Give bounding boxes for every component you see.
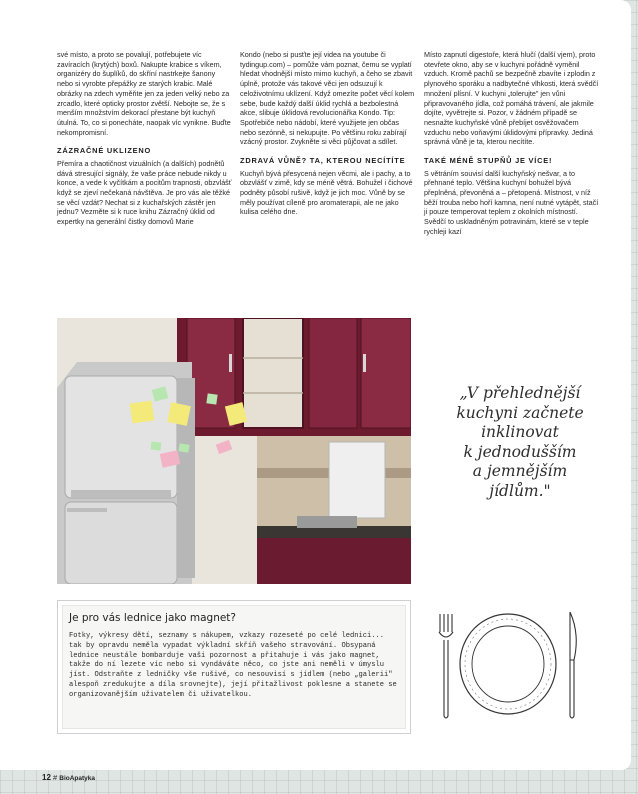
fridge-photo (57, 318, 411, 584)
heading-zdrava-vune: ZDRAVÁ VŮNĚ? TA, KTEROU NECÍTÍTE (240, 156, 406, 166)
column2-paragraph-2: Kuchyň bývá přesycená nejen věcmi, ale i pachy, a to obzvlášť v zimě, kdy se méně větrá. Bohužel i čichové podněty působí rušivě, když je jich moc. Vůně by se měly používat cíleně pro aromaterapii, ale ne jako kulisa celého dne. (240, 168, 413, 217)
column1-paragraph-2: Přemíra a chaotičnost vizuálních (a dalších) podnětů dává stresující signály, že vaše práce nebude nikdy u konce, a vede k vyčítkám a pocitům trapnosti, obzvlášť když se zjeví nečekaná návštěva. Je pro vás ale těžké se věcí vzdát? Nechat si z kuchařských zástěr jen jednu? Vezměte si k ruce knihu Zázračný úklid od expertky na generální čistky domovů Marie (57, 158, 232, 227)
sidebar-box-inner (62, 605, 406, 729)
text-column-2 (240, 50, 416, 217)
quote-line-1: „V přehlednější (459, 384, 581, 402)
footer-brand: BioApatyka (59, 775, 96, 782)
column3-paragraph-1: Místo zapnutí digestoře, která hlučí (další vjem), proto otevřete okno, aby se v kuchyni pořádně vyměnil vzduch. Kromě pachů se bezpečně zbavíte i zplodin z plynového sporáku a nadbytečné vlhkosti, která svědčí množení plísní. V kuchyni „tolerujte" jen vůni připravovaného jídla, což pomáhá trávení, ale jakmile dojíte, vyvětrejte si. Pozor, v žádném případě se nesnažte kuchyňské vůně přebíjet osvěžovačem vzduchu nebo voňavými úklidovými přípravky. Jediná správná vůně je ta, kterou necítíte. (424, 50, 599, 147)
text-column-3 (424, 50, 600, 236)
plate-illustration (436, 604, 586, 724)
quote-line-4: k jednodušším (463, 442, 577, 461)
column2-paragraph-1: Kondo (nebo si pusťte její videa na youtube či tydingup.com) – pomůže vám poznat, čemu se vyplatí hledat vhodnější místo mimo kuchyň, a čeho se zbavit úplně, protože vás takové věci jen odsuzují k celoživotnímu uklízení. Když omezíte počet věcí kolem sebe, bude každý další úklid rychlá a bezbolestná akce, slibuje úklidová revolucionářka Kondo. Tip: Spotřebiče nebo nádobí, které využijete jen občas nebo sezónně, si nekupujte. Po většinu roku zabírají vzácný prostor. Zvykněte si věci půjčovat a sdílet. (240, 50, 415, 147)
heading-take-mene-stupnu: TAKÉ MÉNĚ STUPŇŮ JE VÍCE! (424, 156, 553, 166)
page-footer (42, 773, 95, 782)
sidebar-box-title: Je pro vás lednice jako magnet? (69, 612, 237, 624)
quote-line-2: kuchyni začnete (456, 403, 584, 422)
quote-line-6: jídlům." (489, 481, 551, 500)
plate-cutlery-icon (436, 604, 586, 724)
sidebar-box-body: Fotky, výkresy dětí, seznamy s nákupem, vzkazy rozeseté po celé lednici... tak by opravdu neměla vypadat výkladní skříň vašeho stravování. Obsypaná lednice neustále bombarduje vaši pozornost a přitahuje i vás jako magnet, takže do ní lezete víc nebo si vyndáváte něco, co jste ani neměli v úmyslu jíst. Odstraňte z ledničky vše rušivé, co nesouvisí s jídlem (nebo „galerii" alespoň zredukujte a díla srovnejte), její přitažlivost poklesne a stanete se organizovanějším uživatelem či uživatelkou. (69, 632, 397, 699)
page-number: 12 (42, 773, 51, 782)
quote-line-5: a jemnějším (472, 462, 568, 480)
fridge-illustration (57, 318, 411, 584)
column1-paragraph-1: své místo, a proto se povalují, potřebujete víc zavíracích (krytých) boxů. Nakupte krabice s víkem, organizéry do šuplíků, do skříní nastrkejte šanony nebo si vyrobte přepážky ze starých krabic. Malé obrázky na zdech vyměňte jen za jeden velký nebo za zrcadlo, které opticky prostor zvětší. Nebojte se, že s menším množstvím dekorací přestane být kuchyň útulná. To, co si ponecháte, naopak víc vynikne. Buďte nekompromisní. (57, 50, 231, 137)
heading-zazracne-uklizeno: ZÁZRAČNÉ UKLIZENO (57, 146, 152, 156)
text-column-1 (57, 50, 233, 227)
footer-separator: # (53, 773, 58, 782)
sidebar-box (57, 600, 411, 734)
column3-paragraph-2: S větráním souvisí další kuchyňský nešvar, a to přehnané teplo. Většina kuchyní bohužel bývá přeplněná, převoněná a – přetopená. Místnost, v níž běží trouba nebo hoří kamna, není nutné vytápět, stačí ji pouze temperovat teplem z okolních místností. Svědčí to uskladněným potravinám, které se v teple rychleji kazí (424, 168, 599, 236)
pull-quote (440, 384, 600, 501)
quote-line-3: inklinovat (481, 423, 559, 441)
